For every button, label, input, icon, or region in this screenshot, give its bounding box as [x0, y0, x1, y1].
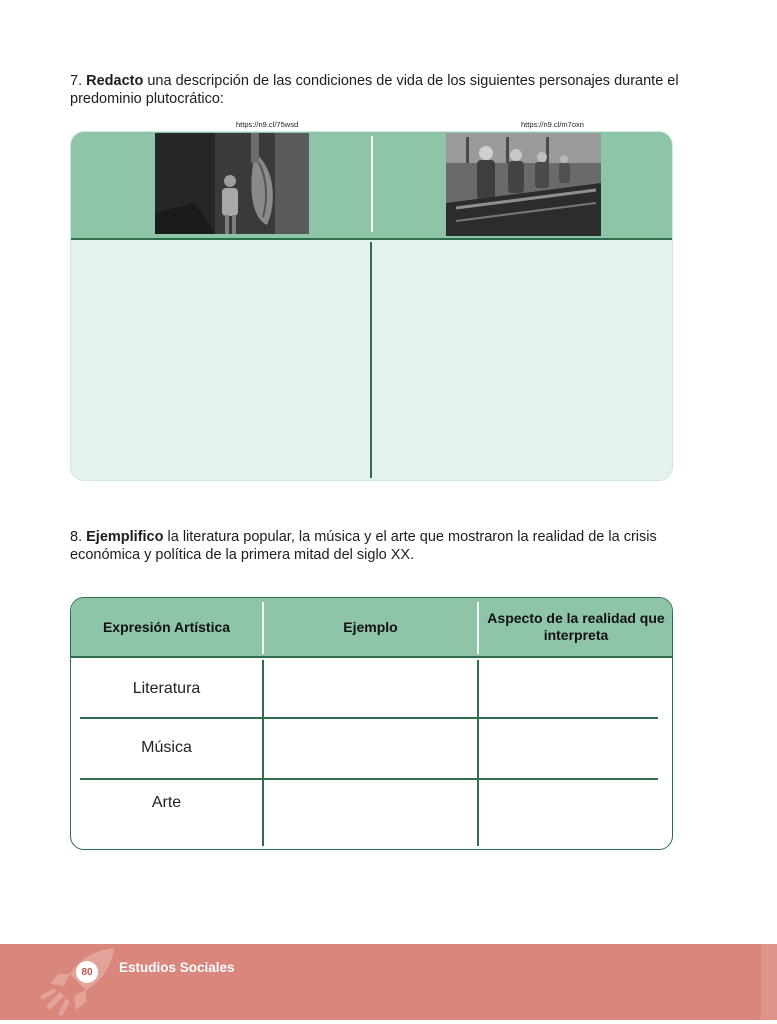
question-8-text: la literatura popular, la música y el arte que mostraron la realidad de la crisis económica y política de la primera mitad del siglo XX.: [70, 529, 657, 563]
row-divider: [80, 778, 658, 780]
header-example: Ejemplo: [343, 618, 398, 635]
question-8: [70, 528, 710, 564]
row-label-art: Arte: [151, 794, 182, 811]
artistic-expression-table: [70, 597, 673, 850]
header-divider: [371, 136, 373, 232]
image-link-right[interactable]: https://n9.cl/m7oxn: [521, 120, 584, 129]
column-divider: [262, 660, 264, 846]
footer-subject: Estudios Sociales: [119, 960, 235, 975]
header-reality-aspect: Aspecto de la realidad que interpreta: [487, 610, 665, 643]
question-7-number: 7.: [70, 73, 83, 89]
row-label-music: Música: [141, 739, 192, 756]
answer-divider: [370, 242, 372, 478]
row-divider: [80, 717, 658, 719]
question-7-verb: Redacto: [86, 73, 144, 89]
row-label-literature: Literatura: [132, 680, 201, 697]
factory-workers-photo: [446, 133, 601, 236]
image-link-left[interactable]: https://n9.cl/75wsd: [236, 120, 299, 129]
header-artistic-expression: Expresión Artística: [102, 618, 231, 635]
cacao-worker-photo: [155, 133, 309, 234]
question-8-number: 8.: [70, 529, 83, 545]
question-8-verb: Ejemplifico: [86, 529, 164, 545]
page-number-badge: 80: [76, 961, 98, 983]
header-divider: [262, 602, 264, 654]
footer-edge-strip: [761, 944, 777, 1020]
rocket-icon: [36, 944, 120, 1020]
question-7-text: una descripción de las condiciones de vida de los siguientes personajes durante el predominio plutocrático:: [70, 73, 679, 107]
header-divider: [477, 602, 479, 654]
column-divider: [477, 660, 479, 846]
question-7: [70, 72, 710, 108]
